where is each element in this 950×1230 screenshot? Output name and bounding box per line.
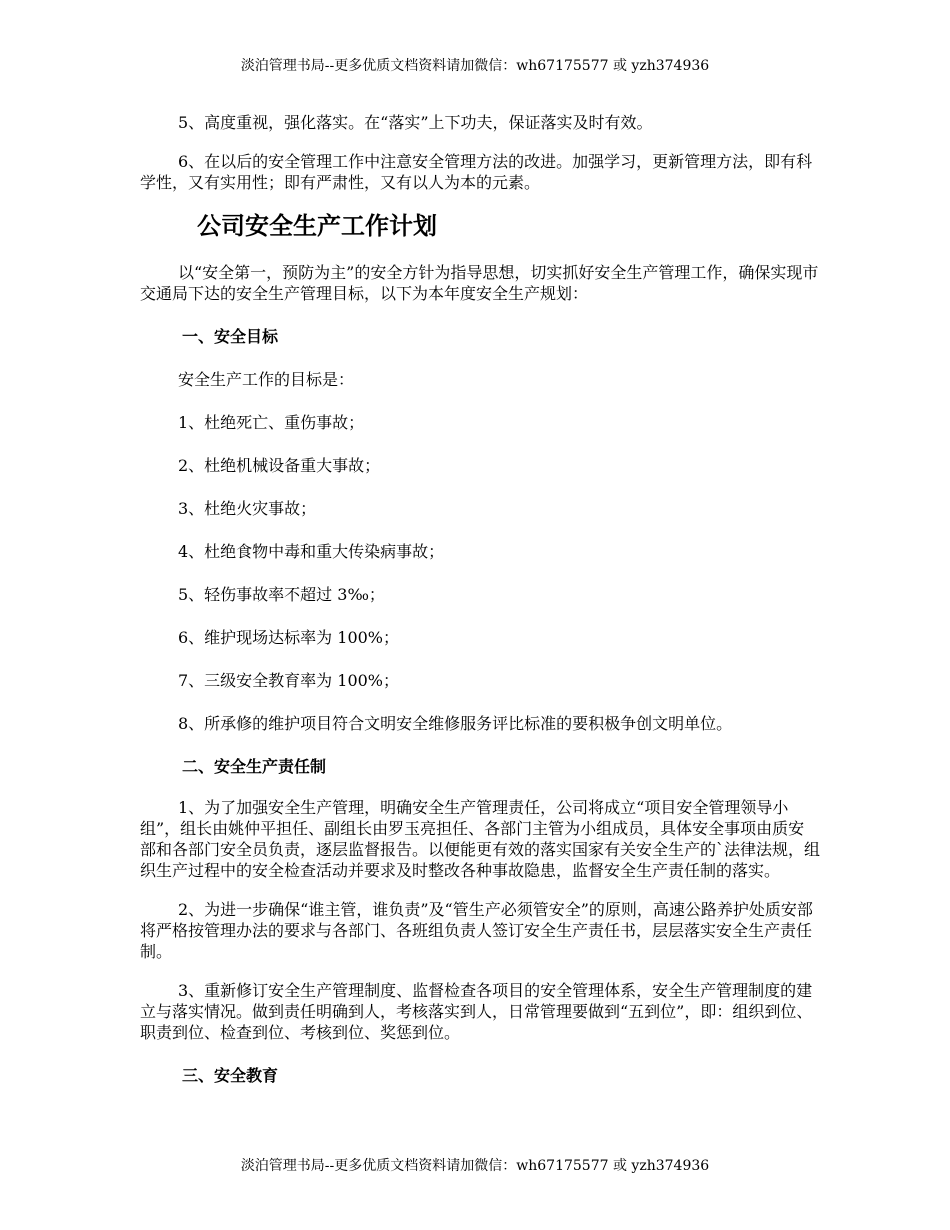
goal-item: 8、所承修的维护项目符合文明安全维修服务评比标准的要积极争创文明单位。 [178, 714, 733, 733]
running-footer: 淡泊管理书局--更多优质文档资料请加微信：wh67175577 或 yzh374936 [240, 1158, 710, 1174]
goal-item: 6、维护现场达标率为 100%； [178, 628, 400, 647]
section-heading-responsibility: 二、安全生产责任制 [182, 757, 327, 776]
intro-paragraph-1: 5、高度重视，强化落实。在“落实”上下功夫，保证落实及时有效。 [178, 113, 653, 132]
lead-paragraph: 以“安全第一，预防为主”的安全方针为指导思想，切实抓好安全生产管理工作，确保实现市交通局下达的安全生产管理目标，以下为本年度安全生产规划： [140, 263, 819, 303]
responsibility-paragraph-3: 3、重新修订安全生产管理制度、监督检查各项目的安全管理体系，安全生产管理制度的建立与落实情况。做到责任明确到人，考核落实到人，日常管理要做到“五到位”，即：组织到位、职责到位、检查到位、考核到位、奖惩到位。 [140, 981, 813, 1042]
goal-item: 3、杜绝火灾事故； [178, 499, 317, 518]
goal-item: 5、轻伤事故率不超过 3‰； [178, 585, 385, 604]
goal-item: 4、杜绝食物中毒和重大传染病事故； [178, 542, 445, 561]
goal-item: 7、三级安全教育率为 100%； [178, 671, 400, 690]
intro-paragraph-2: 6、在以后的安全管理工作中注意安全管理方法的改进。加强学习，更新管理方法，即有科学性，又有实用性；即有严肃性，又有以人为本的元素。 [140, 152, 813, 192]
section-lead-safety-goals: 安全生产工作的目标是： [178, 370, 355, 389]
section-heading-safety-education: 三、安全教育 [182, 1066, 279, 1085]
section-heading-safety-goals: 一、安全目标 [182, 327, 279, 346]
goal-item: 2、杜绝机械设备重大事故； [178, 456, 381, 475]
page-content [140, 112, 820, 1086]
goal-item: 1、杜绝死亡、重伤事故； [178, 413, 365, 432]
responsibility-paragraph-1: 1、为了加强安全生产管理，明确安全生产管理责任，公司将成立“项目安全管理领导小组”，组长由姚仲平担任、副组长由罗玉亮担任、各部门主管为小组成员，具体安全事项由质安部和各部门安全员负责，逐层监督报告。以便能更有效的落实国家有关安全生产的`法律法规，组织生产过程中的安全检查活动并要求及时整改各种事故隐患，监督安全生产责任制的落实。 [140, 798, 821, 880]
running-header: 淡泊管理书局--更多优质文档资料请加微信：wh67175577 或 yzh374936 [240, 58, 710, 74]
responsibility-paragraph-2: 2、为进一步确保“谁主管，谁负责”及“管生产必须管安全”的原则，高速公路养护处质安部将严格按管理办法的要求与各部门、各班组负责人签订安全生产责任书，层层落实安全生产责任制。 [140, 900, 813, 961]
page-title: 公司安全生产工作计划 [197, 212, 437, 240]
